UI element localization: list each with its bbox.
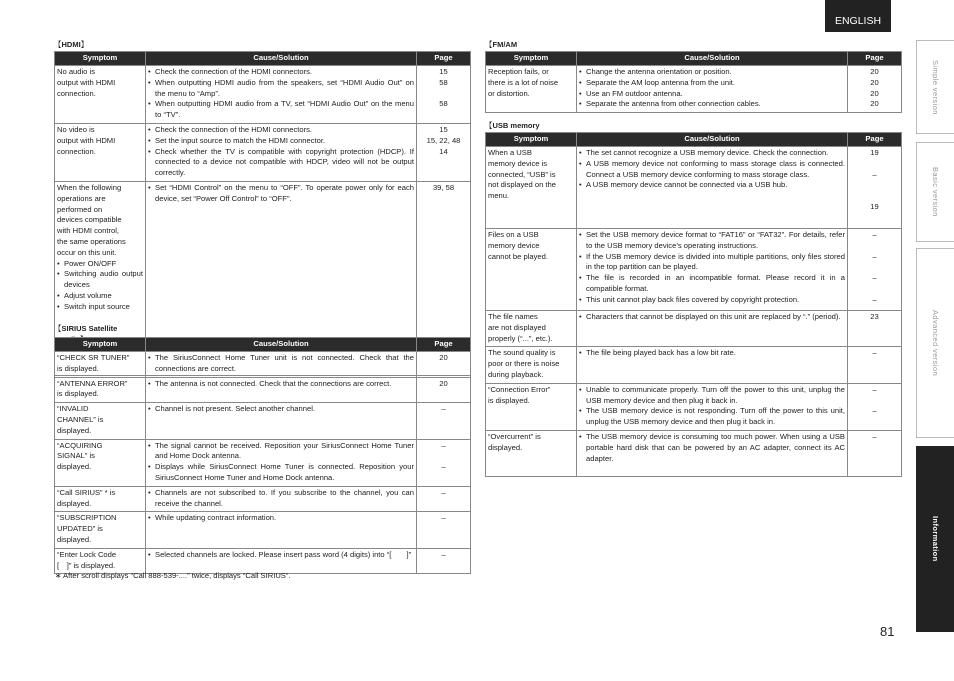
cause-item: • When outputting HDMI audio from a TV, set “HDMI Audio Out” on the menu to “TV”.	[148, 99, 414, 121]
symptom-cell	[486, 147, 577, 229]
symptom-list-item: • Power ON/OFF	[57, 259, 143, 270]
symptom-header: Symptom	[55, 52, 146, 66]
symptom-text: “ANTENNA ERROR” is displayed.	[57, 378, 128, 399]
table-row	[486, 66, 902, 113]
symptom-text: The file names are not displayed properly (“...”, etc.).	[488, 312, 553, 343]
side-tab-basic[interactable]: Basic version	[916, 142, 954, 242]
symptom-cell	[486, 347, 577, 383]
table-row	[55, 403, 471, 439]
symptom-text: “Call SIRIUS” * is displayed.	[57, 487, 116, 508]
sirius-table	[54, 337, 471, 574]
page-ref: – –	[417, 439, 471, 486]
cause-cell	[146, 66, 417, 124]
page-header: Page	[417, 52, 471, 66]
table-row	[55, 352, 471, 378]
cause-list	[579, 148, 845, 191]
table-header-row	[486, 52, 902, 66]
symptom-cell	[55, 352, 146, 378]
table-row	[486, 383, 902, 430]
fm-section-title: 【 FM/AM 】	[490, 39, 540, 61]
symptom-cell	[55, 403, 146, 439]
cause-cell	[577, 311, 848, 347]
cause-list	[148, 125, 414, 179]
side-tab-advanced[interactable]: Advanced version	[916, 248, 954, 438]
cause-item: • Set the input source to match the HDMI connector.	[148, 136, 414, 147]
cause-item: • Set the USB memory device format to “FAT16” or “FAT32”. For details, refer to the USB memory device’s operating instructions.	[579, 230, 845, 252]
cause-header: Cause/Solution	[146, 338, 417, 352]
symptom-text: “CHECK SR TUNER” is displayed.	[57, 353, 130, 373]
symptom-cell	[55, 124, 146, 182]
page-header: Page	[848, 133, 902, 147]
cause-item: • The file being played back has a low bit rate.	[579, 348, 845, 359]
cause-cell	[146, 486, 417, 512]
cause-list	[579, 432, 845, 464]
cause-item: • If the USB memory device is divided into multiple partitions, only files stored in the top partition can be played.	[579, 252, 845, 274]
symptom-text: The sound quality is poor or there is noise during playback.	[488, 348, 560, 379]
cause-item: • Unable to communicate properly. Turn off the power to this unit, unplug the USB memory device and then plug it back in.	[579, 385, 845, 407]
symptom-cell	[486, 66, 577, 113]
cause-list	[148, 550, 414, 561]
symptom-text: When the following operations are performed on devices compatible with HDMI control, the same operations occur on this unit.	[57, 183, 126, 257]
symptom-text: “Enter Lock Code [ ]” is displayed.	[57, 549, 117, 570]
table-row	[55, 548, 471, 574]
symptom-text: Files on a USB memory device cannot be played.	[488, 230, 548, 261]
cause-cell	[146, 403, 417, 439]
page-ref: – –	[848, 383, 902, 430]
page-ref: 20	[417, 352, 471, 378]
side-tab-simple[interactable]: Simple version	[916, 40, 954, 134]
cause-cell	[577, 66, 848, 113]
cause-list	[148, 183, 414, 205]
page-ref: 15 15, 22, 48 14	[417, 124, 471, 182]
cause-item: • The set cannot recognize a USB memory device. Check the connection.	[579, 148, 845, 159]
cause-cell	[146, 352, 417, 378]
symptom-cell	[486, 229, 577, 311]
page-header: Page	[417, 338, 471, 352]
cause-header: Cause/Solution	[577, 133, 848, 147]
side-tab-information[interactable]: Information	[916, 446, 954, 632]
symptom-header: Symptom	[486, 52, 577, 66]
symptom-cell	[486, 430, 577, 476]
symptom-text: “Connection Error” is displayed.	[488, 384, 551, 405]
cause-cell	[146, 124, 417, 182]
symptom-cell	[55, 548, 146, 574]
cause-item: • Set “HDMI Control” on the menu to “OFF”. To operate power only for each device, set “Power Off Control” to “OFF”.	[148, 183, 414, 205]
cause-item: • A USB memory device not conforming to mass storage class is connected. Connect a USB memory device conforming to mass storage class.	[579, 159, 845, 181]
fm-table	[485, 51, 902, 113]
page-ref: 15 58 58	[417, 66, 471, 124]
cause-list	[148, 513, 414, 524]
language-label: ENGLISH	[834, 15, 882, 27]
cause-item: • This unit cannot play back files covered by copyright protection.	[579, 295, 845, 306]
sirius-section-title: 【 SIRIUS Satellite 】	[59, 323, 143, 345]
table-row	[55, 512, 471, 548]
cause-item: • A USB memory device cannot be connected via a USB hub.	[579, 180, 845, 191]
table-row	[55, 377, 471, 403]
cause-item: • Channel is not present. Select another channel.	[148, 404, 414, 415]
cause-item: • Separate the AM loop antenna from the unit.	[579, 78, 845, 89]
cause-item: • The file is recorded in an incompatible format. Please record it in a compatible format.	[579, 273, 845, 295]
cause-list	[148, 67, 414, 121]
cause-cell	[146, 512, 417, 548]
table-row	[486, 229, 902, 311]
cause-list	[148, 353, 414, 375]
table-row	[486, 311, 902, 347]
cause-item: • Characters that cannot be displayed on this unit are replaced by “.” (period).	[579, 312, 845, 323]
symptom-cell	[486, 383, 577, 430]
page-ref: –	[417, 548, 471, 574]
cause-cell	[577, 347, 848, 383]
page-ref: –	[417, 512, 471, 548]
cause-header: Cause/Solution	[577, 52, 848, 66]
cause-item: • Check whether the TV is compatible with copyright protection (HDCP). If connected to a device not compatible with HDCP, video will not be output correctly.	[148, 147, 414, 179]
usb-section-title: 【 USB memory 】	[490, 120, 568, 142]
page-ref: 19 – 19	[848, 147, 902, 229]
table-row	[55, 439, 471, 486]
cause-list	[148, 404, 414, 415]
table-row	[486, 430, 902, 476]
table-row	[55, 66, 471, 124]
cause-item: • When outputting HDMI audio from the speakers, set “HDMI Audio Out” on the menu to “Amp”.	[148, 78, 414, 100]
page-ref: –	[848, 430, 902, 476]
symptom-cell	[55, 377, 146, 403]
cause-cell	[577, 147, 848, 229]
page-ref: 23	[848, 311, 902, 347]
symptom-list	[57, 259, 143, 313]
symptom-cell	[55, 66, 146, 124]
symptom-list-item: • Switch input source	[57, 302, 143, 313]
cause-list	[148, 441, 414, 484]
cause-item: • The USB memory device is not responding. Turn off the power to this unit, unplug the USB memory device and then plug it back in.	[579, 406, 845, 428]
cause-item: • The SiriusConnect Home Tuner unit is not connected. Check that the connections are correct.	[148, 353, 414, 375]
page-ref: –	[848, 347, 902, 383]
table-header-row	[55, 52, 471, 66]
table-row	[486, 347, 902, 383]
symptom-header: Symptom	[486, 133, 577, 147]
cause-list	[579, 230, 845, 306]
symptom-cell	[55, 512, 146, 548]
symptom-list-item: • Switching audio output devices	[57, 269, 143, 291]
page-header: Page	[848, 52, 902, 66]
cause-cell	[146, 439, 417, 486]
hdmi-section-title: 【 HDMI 】	[59, 39, 83, 50]
symptom-cell	[55, 486, 146, 512]
cause-item: • The antenna is not connected. Check that the connections are correct.	[148, 379, 414, 390]
symptom-text: When a USB memory device is connected, “USB” is not displayed on the menu.	[488, 148, 556, 201]
cause-item: • The USB memory device is consuming too much power. When using a USB portable hard disk that can be powered by an AC adapter, connect its AC adapter.	[579, 432, 845, 464]
symptom-text: “ACQUIRING SIGNAL” is displayed.	[57, 440, 103, 472]
cause-item: • Check the connection of the HDMI connectors.	[148, 125, 414, 136]
table-header-row	[55, 338, 471, 352]
cause-cell	[577, 383, 848, 430]
symptom-text: “Overcurrent” is displayed.	[488, 431, 541, 452]
cause-cell	[577, 430, 848, 476]
cause-item: • Check the connection of the HDMI connectors.	[148, 67, 414, 78]
symptom-text: “SUBSCRIPTION UPDATED” is displayed.	[57, 513, 117, 544]
cause-list	[579, 348, 845, 359]
usb-table	[485, 132, 902, 477]
symptom-text: Reception fails, or there is a lot of noise or distortion.	[488, 67, 559, 98]
cause-item: • Use an FM outdoor antenna.	[579, 89, 845, 100]
cause-cell	[577, 229, 848, 311]
cause-list	[579, 312, 845, 323]
language-tab	[825, 0, 891, 32]
symptom-cell	[486, 311, 577, 347]
symptom-text: “INVALID CHANNEL” is displayed.	[57, 404, 104, 435]
cause-cell	[146, 377, 417, 403]
table-header-row	[486, 133, 902, 147]
page-ref: 39, 58	[417, 182, 471, 376]
cause-list	[579, 67, 845, 110]
cause-list	[148, 488, 414, 510]
symptom-list-item: • Adjust volume	[57, 291, 143, 302]
cause-header: Cause/Solution	[146, 52, 417, 66]
cause-item: • Selected channels are locked. Please insert pass word (4 digits) into “[ ]”	[148, 550, 414, 561]
cause-item: • The signal cannot be received. Reposition your SiriusConnect Home Tuner and Home Dock antenna.	[148, 441, 414, 463]
symptom-text: No audio is output with HDMI connection.	[57, 67, 116, 98]
page-ref: 20 20 20 20	[848, 66, 902, 113]
cause-item: • Change the antenna orientation or position.	[579, 67, 845, 78]
symptom-header: Symptom	[55, 338, 146, 352]
cause-cell	[146, 548, 417, 574]
table-row	[55, 124, 471, 182]
page-ref: 20	[417, 377, 471, 403]
page-number: 81	[880, 624, 895, 639]
page-ref: –	[417, 486, 471, 512]
footnote: ∗ After scroll displays “Call 888-539-....” twice, displays “Call SIRIUS”.	[55, 571, 291, 580]
page-ref: –	[417, 403, 471, 439]
symptom-cell	[55, 439, 146, 486]
cause-list	[148, 379, 414, 390]
cause-item: • Displays while SiriusConnect Home Tuner is connected. Reposition your SiriusConnect Home Tuner and Home Dock antenna.	[148, 462, 414, 484]
symptom-text: No video is output with HDMI connection.	[57, 125, 116, 156]
page-ref: – – – –	[848, 229, 902, 311]
table-row	[55, 486, 471, 512]
cause-list	[579, 385, 845, 428]
cause-item: • Channels are not subscribed to. If you subscribe to the channel, you can receive the channel.	[148, 488, 414, 510]
table-row	[486, 147, 902, 229]
cause-item: • Separate the antenna from other connection cables.	[579, 99, 845, 110]
cause-item: • While updating contract information.	[148, 513, 414, 524]
